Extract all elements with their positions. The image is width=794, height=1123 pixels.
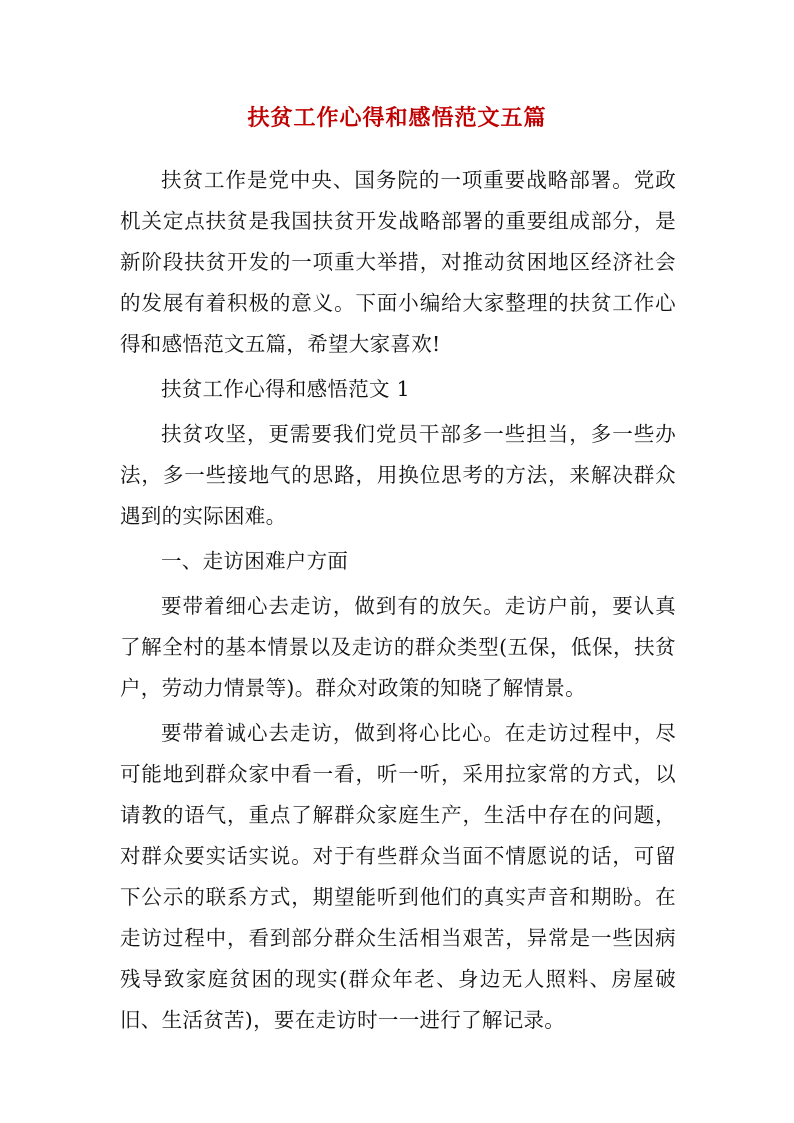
essay-1-paragraph-3: 要带着诚心去走访，做到将心比心。在走访过程中，尽可能地到群众家中看一看，听一听，采用拉家常的方式，以请教的语气，重点了解群众家庭生产，生活中存在的问题，对群众要实话实说。对于有些群众当面不情愿说的话，可留下公示的联系方式，期望能听到他们的真实声音和期盼。在走访过程中，看到部分群众生活相当艰苦，异常是一些因病残导致家庭贫困的现实(群众年老、身边无人照料、房屋破旧、生活贫苦)，要在走访时一一进行了解记录。	[120, 721, 676, 1032]
essay-1-paragraph-1: 扶贫攻坚，更需要我们党员干部多一些担当，多一些办法，多一些接地气的思路，用换位思考的方法，来解决群众遇到的实际困难。	[120, 422, 676, 528]
subsection-heading-visits: 一、走访困难户方面	[161, 549, 349, 573]
document-title: 扶贫工作心得和感悟范文五篇	[247, 105, 547, 131]
document-body	[120, 160, 676, 1045]
essay-1-paragraph-2: 要带着细心去走访，做到有的放矢。走访户前，要认真了解全村的基本情景以及走访的群众类型(五保，低保，扶贫户，劳动力情景等)。群众对政策的知晓了解情景。	[120, 594, 676, 700]
section-heading-essay-1: 扶贫工作心得和感悟范文 1	[161, 377, 410, 401]
intro-paragraph: 扶贫工作是党中央、国务院的一项重要战略部署。党政机关定点扶贫是我国扶贫开发战略部署的重要组成部分，是新阶段扶贫开发的一项重大举措，对推动贫困地区经济社会的发展有着积极的意义。下面小编给大家整理的扶贫工作心得和感悟范文五篇，希望大家喜欢!	[120, 168, 676, 356]
